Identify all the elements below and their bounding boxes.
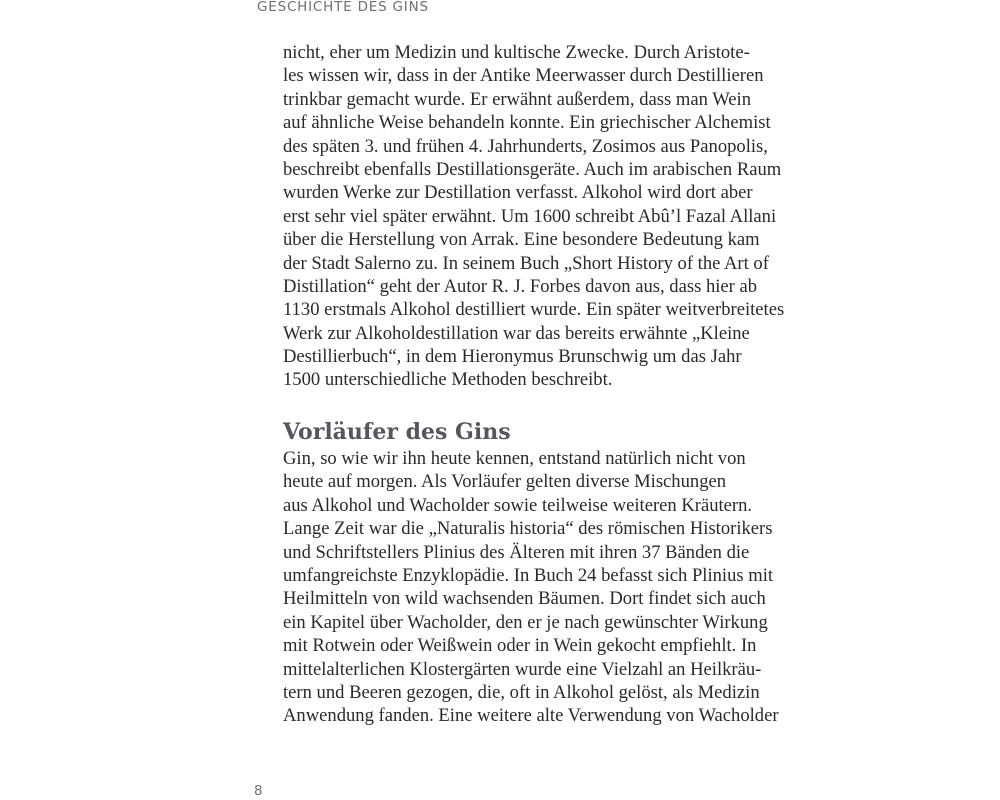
text-line: Destillierbuch“, in dem Hieronymus Brunschwig um das Jahr	[283, 346, 742, 368]
text-line: heute auf morgen. Als Vorläufer gelten diverse Mischungen	[283, 471, 727, 493]
text-line: les wissen wir, dass in der Antike Meerwasser durch Destillieren	[283, 65, 764, 87]
text-line: Werk zur Alkoholdestillation war das bereits erwähnte „Kleine	[283, 322, 750, 344]
paragraph-gin-precursors	[283, 447, 779, 728]
text-line: über die Herstellung von Arrak. Eine besondere Bedeutung kam	[283, 229, 760, 251]
text-line: aus Alkohol und Wacholder sowie teilweise weiteren Kräutern.	[283, 494, 753, 516]
paragraph-distillation-history	[283, 41, 785, 392]
text-line: trinkbar gemacht wurde. Er erwähnt außerdem, dass man Wein	[283, 88, 752, 110]
section-heading: Vorläufer des Gins	[283, 419, 511, 445]
text-line: nicht, eher um Medizin und kultische Zwecke. Durch Aristote-	[283, 42, 750, 63]
text-line: erst sehr viel später erwähnt. Um 1600 schreibt Abû’l Fazal Allani	[283, 205, 777, 227]
text-line: Lange Zeit war die „Naturalis historia“ des römischen Historikers	[283, 518, 773, 540]
text-line: der Stadt Salerno zu. In seinem Buch „Short History of the Art of	[283, 252, 769, 274]
text-line: Heilmitteln von wild wachsenden Bäumen. Dort findet sich auch	[283, 588, 766, 610]
text-line: tern und Beeren gezogen, die, oft in Alkohol gelöst, als Medizin	[283, 681, 760, 703]
text-line: des späten 3. und frühen 4. Jahrhunderts, Zosimos aus Panopolis,	[283, 135, 768, 157]
text-line: auf ähnliche Weise behandeln konnte. Ein griechischer Alchemist	[283, 112, 771, 134]
text-line: und Schriftstellers Plinius des Älteren mit ihren 37 Bänden die	[283, 541, 750, 563]
text-line: umfangreichste Enzyklopädie. In Buch 24 befasst sich Plinius mit	[283, 564, 774, 586]
text-line: Gin, so wie wir ihn heute kennen, entstand natürlich nicht von	[283, 448, 746, 469]
text-line: wurden Werke zur Destillation verfasst. Alkohol wird dort aber	[283, 182, 753, 204]
text-line: mittelalterlichen Klostergärten wurde eine Vielzahl an Heilkräu-	[283, 658, 762, 680]
text-line: ein Kapitel über Wacholder, den er je nach gewünschter Wirkung	[283, 611, 768, 633]
page-number: 8	[254, 783, 263, 799]
text-line: Distillation“ geht der Autor R. J. Forbes davon aus, dass hier ab	[283, 275, 758, 297]
text-line: Anwendung fanden. Eine weitere alte Verwendung von Wacholder	[283, 705, 779, 727]
running-header: GESCHICHTE DES GINS	[257, 0, 429, 15]
text-line: 1500 unterschiedliche Methoden beschreibt.	[283, 369, 613, 391]
text-line: mit Rotwein oder Weißwein oder in Wein gekocht empfiehlt. In	[283, 635, 757, 657]
text-line: 1130 erstmals Alkohol destilliert wurde. Ein später weitverbreitetes	[283, 299, 785, 321]
text-line: beschreibt ebenfalls Destillationsgeräte. Auch im arabischen Raum	[283, 158, 782, 180]
